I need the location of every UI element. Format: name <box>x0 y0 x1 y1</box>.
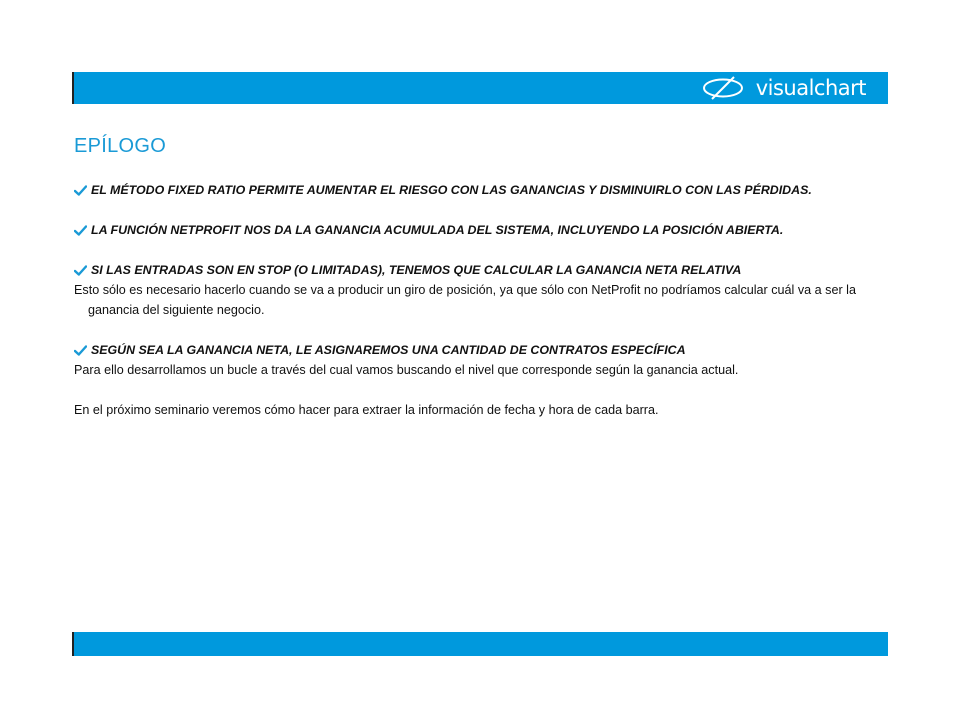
closing-paragraph: En el próximo seminario veremos cómo hacer para extraer la información de fecha y hora de cada barra. <box>74 403 659 417</box>
header-bar <box>72 72 888 104</box>
brand-logo <box>700 75 866 101</box>
brand-text: visualchart <box>755 76 866 100</box>
check-icon <box>74 225 87 236</box>
bullet-heading <box>74 260 886 280</box>
bullet-heading-text: SI LAS ENTRADAS SON EN STOP (O LIMITADAS), TENEMOS QUE CALCULAR LA GANANCIA NETA RELATIVA <box>91 263 742 277</box>
check-icon <box>74 345 87 356</box>
bullet-heading <box>74 180 886 200</box>
section-paragraph: Para ello desarrollamos un bucle a través del cual vamos buscando el nivel que corresponde según la ganancia actual. <box>74 363 739 377</box>
bullet-heading-text: LA FUNCIÓN NETPROFIT NOS DA LA GANANCIA ACUMULADA DEL SISTEMA, INCLUYENDO LA POSICIÓN ABIERTA. <box>91 223 784 237</box>
page-title: EPÍLOGO <box>74 135 167 157</box>
section-paragraph: Esto sólo es necesario hacerlo cuando se va a producir un giro de posición, ya que sólo con NetProfit no podríamos calcular cuál va a ser la ganancia del siguiente negocio. <box>74 283 856 317</box>
footer-bar <box>72 632 888 656</box>
bullet-heading <box>74 340 886 360</box>
check-icon <box>74 265 87 276</box>
bullet-heading <box>74 220 886 240</box>
bullet-heading-text: SEGÚN SEA LA GANANCIA NETA, LE ASIGNAREMOS UNA CANTIDAD DE CONTRATOS ESPECÍFICA <box>91 343 686 357</box>
visualchart-logo-icon <box>700 75 748 101</box>
content-body <box>74 180 886 420</box>
bullet-heading-text: EL MÉTODO FIXED RATIO PERMITE AUMENTAR EL RIESGO CON LAS GANANCIAS Y DISMINUIRLO CON LAS PÉRDIDAS. <box>91 183 812 197</box>
check-icon <box>74 185 87 196</box>
